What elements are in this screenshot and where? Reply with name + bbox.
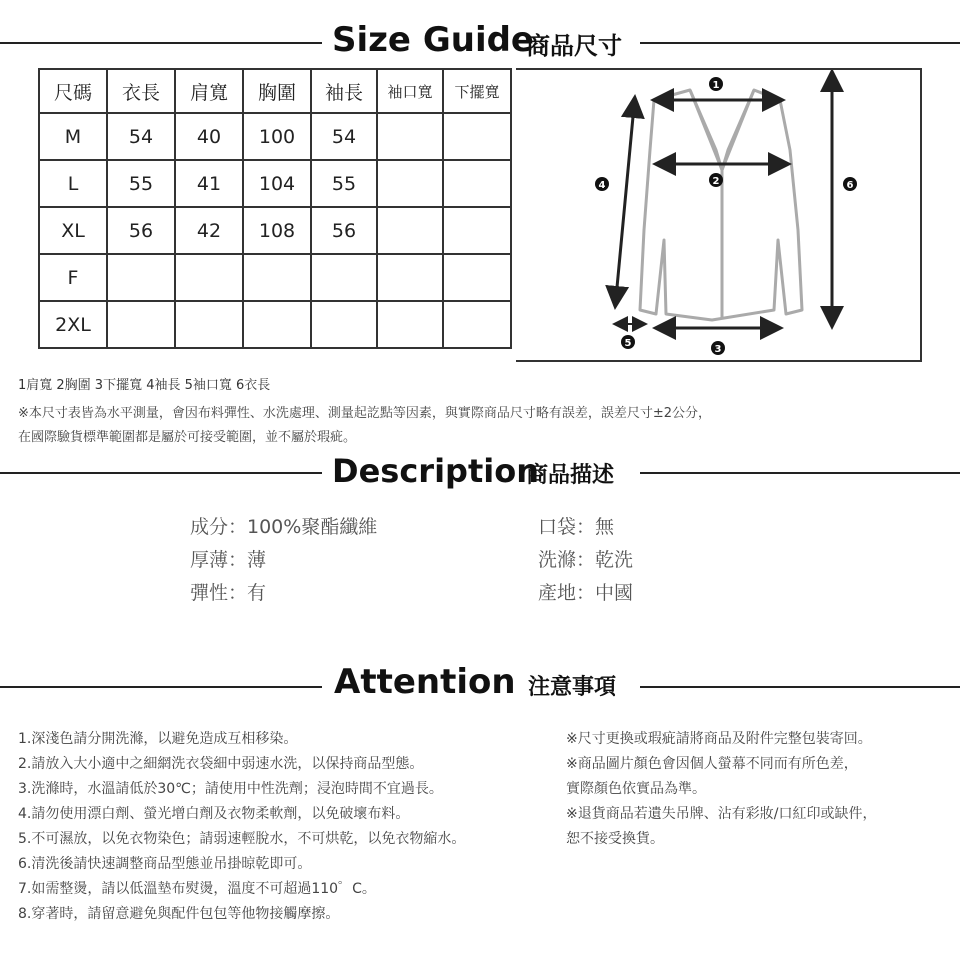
size-table (38, 68, 512, 349)
origin-info: 產地：中國 (538, 582, 634, 604)
header-cell: 尺碼 (39, 69, 107, 113)
table-cell (377, 113, 443, 160)
return-note-3: 實際顏色依實品為準。 (566, 781, 706, 797)
care-item-4: 4.請勿使用漂白劑、螢光增白劑及衣物柔軟劑，以免破壞布料。 (18, 806, 410, 822)
table-cell (243, 301, 311, 348)
table-cell (107, 254, 175, 301)
table-cell (107, 301, 175, 348)
table-cell: 41 (175, 160, 243, 207)
pocket-info: 口袋：無 (538, 516, 615, 538)
table-row (39, 254, 511, 301)
table-cell: 54 (311, 113, 377, 160)
table-cell (175, 254, 243, 301)
size-table-header (39, 69, 511, 113)
marker-label: 4 (598, 180, 606, 191)
care-item-5: 5.不可濕放，以免衣物染色；請弱速輕脫水，不可烘乾，以免衣物縮水。 (18, 831, 466, 847)
size-cell: L (39, 160, 107, 207)
header-cell: 衣長 (107, 69, 175, 113)
marker-label: 3 (714, 344, 722, 355)
material-info: 成分：100%聚酯纖維 (190, 516, 378, 538)
marker-label: 1 (712, 80, 720, 91)
care-item-6: 6.清洗後請快速調整商品型態並吊掛晾乾即可。 (18, 856, 312, 872)
table-cell (443, 207, 511, 254)
header-cell: 肩寬 (175, 69, 243, 113)
size-note-line2: 在國際驗貨標準範圍都是屬於可接受範圍，並不屬於瑕疵。 (18, 430, 357, 445)
washing-info: 洗滌：乾洗 (538, 549, 634, 571)
description-title: Description (332, 452, 539, 490)
size-cell: F (39, 254, 107, 301)
marker-label: 6 (846, 180, 854, 191)
return-note-2: ※商品圖片顏色會因個人螢幕不同而有所色差， (566, 756, 858, 772)
garment-diagram (516, 68, 922, 362)
elasticity-info: 彈性：有 (190, 582, 267, 604)
measurement-legend: 1肩寬 2胸圍 3下擺寬 4袖長 5袖口寬 6衣長 (18, 378, 271, 393)
table-cell: 40 (175, 113, 243, 160)
table-row (39, 113, 511, 160)
table-cell (443, 113, 511, 160)
attention-title: Attention (334, 662, 516, 702)
marker-label: 2 (712, 176, 720, 187)
table-cell (377, 301, 443, 348)
header-cell: 胸圍 (243, 69, 311, 113)
table-row (39, 207, 511, 254)
care-item-3: 3.洗滌時，水溫請低於30℃；請使用中性洗劑；浸泡時間不宜過長。 (18, 781, 443, 797)
table-cell (377, 207, 443, 254)
attention-rule-left (0, 686, 322, 688)
description-rule-right (640, 472, 960, 474)
table-cell: 54 (107, 113, 175, 160)
header-cell: 下擺寬 (443, 69, 511, 113)
size-guide-rule-right (640, 42, 960, 44)
table-cell (243, 254, 311, 301)
return-note-1: ※尺寸更換或瑕疵請將商品及附件完整包裝寄回。 (566, 731, 872, 747)
table-cell (311, 301, 377, 348)
care-item-8: 8.穿著時，請留意避免與配件包包等他物接觸摩擦。 (18, 906, 340, 922)
table-cell (443, 254, 511, 301)
size-cell: XL (39, 207, 107, 254)
care-item-1: 1.深淺色請分開洗滌，以避免造成互相移染。 (18, 731, 298, 747)
table-cell (175, 301, 243, 348)
header-cell: 袖口寬 (377, 69, 443, 113)
care-item-7: 7.如需整燙，請以低溫墊布熨燙，溫度不可超過110゜C。 (18, 881, 376, 897)
size-guide-subtitle: 商品尺寸 (526, 32, 622, 60)
size-guide-rule-left (0, 42, 322, 44)
attention-rule-right (640, 686, 960, 688)
return-note-4: ※退貨商品若遺失吊牌、沾有彩妝/口紅印或缺件， (566, 806, 877, 822)
table-cell: 108 (243, 207, 311, 254)
cardigan-outline-icon (516, 70, 920, 360)
table-cell: 42 (175, 207, 243, 254)
table-cell: 100 (243, 113, 311, 160)
marker-label: 5 (624, 338, 632, 349)
table-cell (443, 301, 511, 348)
table-cell (443, 160, 511, 207)
table-cell: 56 (107, 207, 175, 254)
table-cell (311, 254, 377, 301)
table-row (39, 160, 511, 207)
care-item-2: 2.請放入大小適中之細網洗衣袋細中弱速水洗，以保持商品型態。 (18, 756, 424, 772)
table-cell: 104 (243, 160, 311, 207)
thickness-info: 厚薄：薄 (190, 549, 267, 571)
return-note-5: 恕不接受換貨。 (566, 831, 664, 847)
table-row (39, 301, 511, 348)
size-cell: M (39, 113, 107, 160)
size-note-line1: ※本尺寸表皆為水平測量，會因布料彈性、水洗處理、測量起訖點等因素，與實際商品尺寸略有誤差，誤差尺寸±2公分， (18, 406, 712, 421)
size-cell: 2XL (39, 301, 107, 348)
table-cell: 55 (311, 160, 377, 207)
size-guide-title: Size Guide (332, 20, 534, 60)
header-cell: 袖長 (311, 69, 377, 113)
attention-subtitle: 注意事項 (528, 675, 617, 700)
table-cell (377, 160, 443, 207)
description-rule-left (0, 472, 322, 474)
table-cell (377, 254, 443, 301)
description-subtitle: 商品描述 (526, 463, 615, 488)
table-cell: 55 (107, 160, 175, 207)
table-cell: 56 (311, 207, 377, 254)
